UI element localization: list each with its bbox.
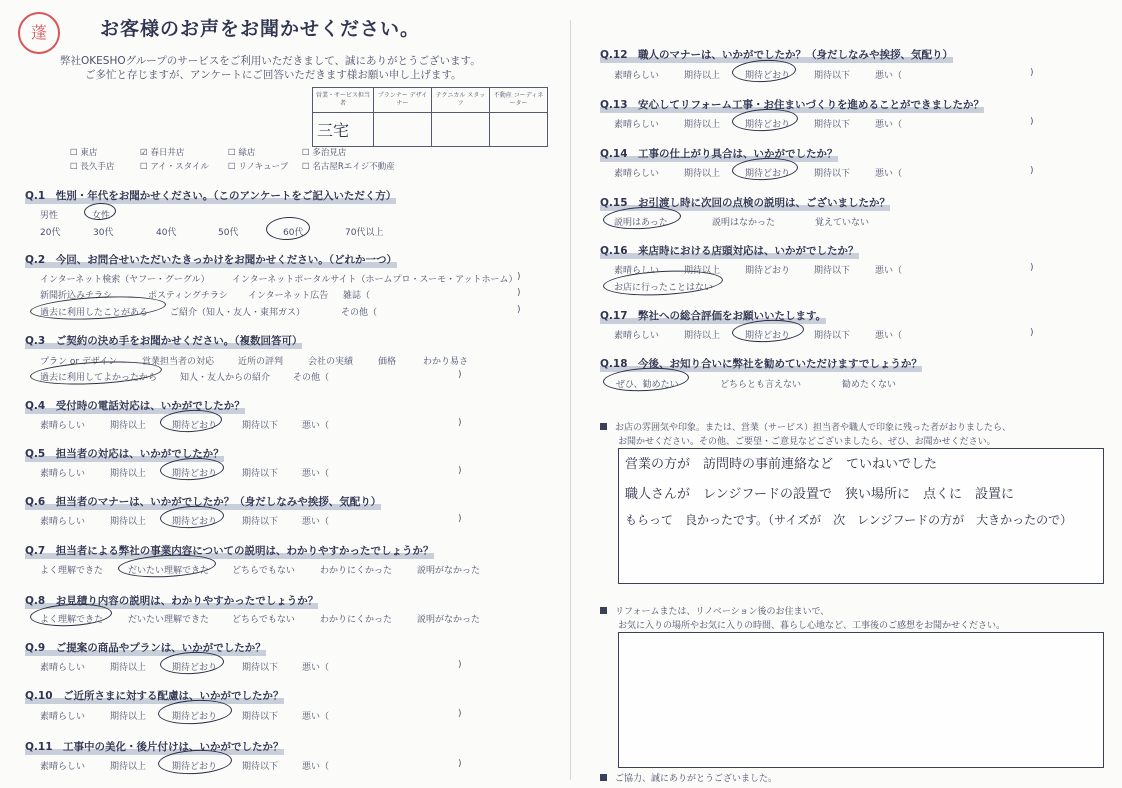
staff-header-sales: 営業・サービス担当者 xyxy=(313,88,374,113)
option[interactable]: 悪い（ xyxy=(875,266,903,276)
option[interactable]: 近所の評判 xyxy=(238,357,284,367)
store-checkbox[interactable]: ☐ 長久手店 xyxy=(70,162,115,172)
option[interactable]: 期待以下 xyxy=(814,169,851,179)
option[interactable]: 説明はなかった xyxy=(712,218,776,228)
option[interactable]: 期待以上 xyxy=(110,421,147,431)
staff-value-technical xyxy=(432,113,490,147)
hanko-seal: 蓬 xyxy=(18,12,60,54)
option[interactable]: 期待以下 xyxy=(242,421,279,431)
option[interactable]: 期待どおり xyxy=(745,169,791,179)
option[interactable]: 過去に利用したことがある xyxy=(40,308,149,318)
question-title: Q.11 工事中の美化・後片付けは、いかがでしたか？ xyxy=(25,741,284,753)
option[interactable]: 60代 xyxy=(283,228,304,238)
option[interactable]: どちらでもない xyxy=(232,615,295,625)
option[interactable]: よく理解できた xyxy=(40,615,104,625)
option[interactable]: 期待どおり xyxy=(172,712,218,722)
option[interactable]: 期待以上 xyxy=(110,712,147,722)
option[interactable]: 説明がなかった xyxy=(417,566,481,576)
option[interactable]: 雑誌（ xyxy=(343,291,371,301)
question-title: Q.13 安心してリフォーム工事・お住まいづくりを進めることができましたか？ xyxy=(600,99,985,111)
option[interactable]: 素晴らしい xyxy=(614,120,660,130)
question-title: Q.9 ご提案の商品やプランは、いかがでしたか？ xyxy=(25,642,266,654)
option[interactable]: わかりにくかった xyxy=(320,615,393,625)
option[interactable]: 期待以下 xyxy=(814,120,851,130)
store-checkbox[interactable]: ☐ 名古屋Rエイジ不動産 xyxy=(302,162,395,172)
question-title: Q.6 担当者のマナーは、いかがでしたか？（身だしなみや挨拶、気配り） xyxy=(25,496,382,508)
question-title: Q.2 今回、お問合せいただいたきっかけをお聞かせください。（どれか一つ） xyxy=(25,254,397,266)
option[interactable]: 期待どおり xyxy=(172,517,218,527)
option[interactable]: どちらでもない xyxy=(232,566,295,576)
option[interactable]: ご紹介（知人・友人・東邦ガス） xyxy=(170,308,306,318)
option[interactable]: 悪い（ xyxy=(302,712,330,722)
thanks-note: ご協力、誠にありがとうございました。 xyxy=(600,771,777,784)
option[interactable]: 期待以下 xyxy=(242,712,279,722)
option[interactable]: 素晴らしい xyxy=(614,331,660,341)
question-title: Q.16 来店時における店頭対応は、いかがでしたか？ xyxy=(600,245,859,257)
store-checkbox[interactable]: ☐ アイ・スタイル xyxy=(140,162,209,172)
option[interactable]: 期待どおり xyxy=(172,421,218,431)
intro-line-2: ご多忙と存じますが、アンケートにご回答いただきます様お願い申し上げます。 xyxy=(85,69,462,81)
option[interactable]: わかりにくかった xyxy=(320,566,393,576)
question-title: Q.7 担当者による弊社の事業内容についての説明は、わかりやすかったでしょうか？ xyxy=(25,545,434,557)
question-title: Q.12 職人のマナーは、いかがでしたか？（身だしなみや挨拶、気配り） xyxy=(600,49,954,61)
option[interactable]: 知人・友人からの紹介 xyxy=(180,373,271,383)
option[interactable]: 期待どおり xyxy=(172,469,218,479)
option[interactable]: 素晴らしい xyxy=(40,469,86,479)
question-title: Q.14 工事の仕上がり具合は、いかがでしたか？ xyxy=(600,148,838,160)
option[interactable]: 20代 xyxy=(40,228,61,238)
option[interactable]: 悪い（ xyxy=(302,517,330,527)
option[interactable]: 素晴らしい xyxy=(614,71,660,81)
comment-box-1[interactable] xyxy=(618,448,1104,584)
question-title: Q.3 ご契約の決め手をお聞かせください。（複数回答可） xyxy=(25,335,303,347)
comment-prompt-2: リフォームまたは、リノベーション後のお住まいで、 xyxy=(600,604,829,617)
answer-circle xyxy=(265,216,310,241)
option[interactable]: 会社の実績 xyxy=(308,357,354,367)
option[interactable]: 価格 xyxy=(378,357,397,367)
option[interactable]: ポスティングチラシ xyxy=(148,291,228,301)
paren: ) xyxy=(458,709,462,719)
option[interactable]: 営業担当者の対応 xyxy=(142,357,215,367)
option[interactable]: 素晴らしい xyxy=(40,517,86,527)
option[interactable]: 30代 xyxy=(93,228,114,238)
option[interactable]: 素晴らしい xyxy=(614,266,660,276)
option[interactable]: 期待以下 xyxy=(814,266,851,276)
option[interactable]: 悪い（ xyxy=(875,169,903,179)
paren: ) xyxy=(1030,263,1034,273)
staff-header-realestate: 不動産 コーディネーター xyxy=(490,88,548,113)
staff-header-technical: テクニカル スタッフ xyxy=(432,88,490,113)
staff-table xyxy=(312,87,548,147)
option[interactable]: だいたい理解できた xyxy=(128,615,210,625)
option[interactable]: 期待以下 xyxy=(242,762,279,772)
paren: ) xyxy=(1030,166,1034,176)
question-title: Q.8 お見積り内容の説明は、わかりやすかったでしょうか？ xyxy=(25,595,319,607)
option[interactable]: 悪い（ xyxy=(302,421,330,431)
paren: ) xyxy=(517,305,521,315)
option[interactable]: 期待どおり xyxy=(745,331,791,341)
option[interactable]: その他（ xyxy=(341,308,378,318)
intro-line-1: 弊社OKESHOグループのサービスをご利用いただきまして、誠にありがとうございます。 xyxy=(60,55,481,67)
paren: ) xyxy=(458,370,462,380)
staff-value-realestate xyxy=(490,113,548,147)
option[interactable]: 説明はあった xyxy=(614,218,668,228)
option[interactable]: 期待以下 xyxy=(814,71,851,81)
handwritten-comment: もらって 良かったです。（サイズが 次 レンジフードの方が 大きかったので） xyxy=(625,513,1073,527)
option[interactable]: 悪い（ xyxy=(875,331,903,341)
option[interactable]: 素晴らしい xyxy=(614,169,660,179)
option[interactable]: 期待以上 xyxy=(684,169,721,179)
option[interactable]: 期待以上 xyxy=(110,469,147,479)
option[interactable]: お店に行ったことはない xyxy=(614,283,714,293)
question-title: Q.4 受付時の電話対応は、いかがでしたか？ xyxy=(25,400,245,412)
option[interactable]: 期待以下 xyxy=(242,469,279,479)
option[interactable]: 期待以上 xyxy=(684,331,721,341)
comment-prompt-1: お店の雰囲気や印象。または、営業（サービス）担当者や職人で印象に残った者がおりましたら、 xyxy=(600,420,1011,433)
option[interactable]: 期待どおり xyxy=(745,120,791,130)
question-title: Q.1 性別・年代をお聞かせください。（このアンケートをご記入いただく方） xyxy=(25,190,397,202)
store-checkbox[interactable]: ☐ 多治見店 xyxy=(302,148,347,158)
column-divider xyxy=(570,20,571,780)
option[interactable]: 男性 xyxy=(40,211,59,221)
paren: ) xyxy=(458,514,462,524)
comment-box-2[interactable] xyxy=(618,632,1104,768)
option[interactable]: インターネット検索（ヤフー・グーグル） xyxy=(40,275,210,285)
option[interactable]: 勧めたくない xyxy=(842,380,897,390)
option[interactable]: 期待以下 xyxy=(242,663,279,673)
handwritten-comment: 職人さんが レンジフードの設置で 狭い場所に 点くに 設置に xyxy=(625,487,1014,502)
paren: ) xyxy=(458,466,462,476)
store-checkbox[interactable]: ☐ 東店 xyxy=(70,148,98,158)
option[interactable]: 過去に利用してよかったから xyxy=(40,373,158,383)
option[interactable]: 期待以上 xyxy=(110,663,147,673)
option[interactable]: 期待どおり xyxy=(745,266,791,276)
option[interactable]: ぜひ、勧めたい xyxy=(616,380,679,390)
answer-circle xyxy=(84,202,117,221)
option[interactable]: 期待以上 xyxy=(684,71,721,81)
option[interactable]: 素晴らしい xyxy=(40,421,86,431)
option[interactable]: 悪い（ xyxy=(302,762,330,772)
comment-prompt-1b: お聞かせください。その他、ご要望・ご意見などございましたら、ぜひ、お聞かせください。 xyxy=(618,437,996,447)
option[interactable]: インターネットポータルサイト（ホームプロ・スーモ・アットホーム） xyxy=(232,275,518,285)
option[interactable]: 女性 xyxy=(92,211,111,221)
option[interactable]: だいたい理解できた xyxy=(128,566,210,576)
question-title: Q.18 今後、お知り合いに弊社を勧めていただけますでしょうか？ xyxy=(600,358,922,370)
option[interactable]: その他（ xyxy=(293,373,330,383)
store-checkbox[interactable]: ☑ 春日井店 xyxy=(140,148,185,158)
option[interactable]: 覚えていない xyxy=(815,218,870,228)
option[interactable]: 期待以上 xyxy=(684,266,721,276)
question-title: Q.10 ご近所さまに対する配慮は、いかがでしたか？ xyxy=(25,690,284,702)
paren: ) xyxy=(1030,117,1034,127)
paren: ) xyxy=(517,288,521,298)
option[interactable]: 悪い（ xyxy=(875,120,903,130)
staff-header-planner: プランナー デザイナー xyxy=(374,88,432,113)
paren: ) xyxy=(458,759,462,769)
option[interactable]: わかり易さ xyxy=(423,357,469,367)
option[interactable]: 期待どおり xyxy=(745,71,791,81)
option[interactable]: プラン or デザイン xyxy=(40,357,118,367)
staff-value-planner xyxy=(374,113,432,147)
option[interactable]: インターネット広告 xyxy=(248,291,329,301)
page-title: お客様のお声をお聞かせください。 xyxy=(100,18,421,40)
option[interactable]: 素晴らしい xyxy=(40,663,86,673)
question-title: Q.17 弊社への総合評価をお願いいたします。 xyxy=(600,310,827,322)
option[interactable]: 悪い（ xyxy=(302,469,330,479)
store-checkbox[interactable]: ☐ リノキューブ xyxy=(228,162,289,172)
option[interactable]: 期待以上 xyxy=(684,120,721,130)
question-title: Q.15 お引渡し時に次回の点検の説明は、ございましたか？ xyxy=(600,197,891,209)
question-title: Q.5 担当者の対応は、いかがでしたか？ xyxy=(25,448,224,460)
option[interactable]: 素晴らしい xyxy=(40,762,86,772)
paren: ) xyxy=(1030,68,1034,78)
option[interactable]: よく理解できた xyxy=(40,566,104,576)
option[interactable]: 期待どおり xyxy=(172,663,218,673)
option[interactable]: どちらとも言えない xyxy=(720,380,802,390)
comment-prompt-2b: お気に入りの場所やお気に入りの時間、暮らし心地など、工事後のご感想をお聞かせください。 xyxy=(618,621,1006,631)
option[interactable]: 70代以上 xyxy=(345,228,384,238)
paren: ) xyxy=(517,272,521,282)
option[interactable]: 新聞折込みチラシ xyxy=(40,291,113,301)
option[interactable]: 素晴らしい xyxy=(40,712,86,722)
option[interactable]: 説明がなかった xyxy=(417,615,481,625)
option[interactable]: 期待以下 xyxy=(814,331,851,341)
handwritten-comment: 営業の方が 訪問時の事前連絡など ていねいでした xyxy=(625,457,938,472)
paren: ) xyxy=(458,418,462,428)
store-checkbox[interactable]: ☐ 緑店 xyxy=(228,148,256,158)
option[interactable]: 期待以上 xyxy=(110,517,147,527)
paren: ) xyxy=(1030,328,1034,338)
option[interactable]: 40代 xyxy=(156,228,177,238)
staff-value-sales: 三宅 xyxy=(313,113,374,147)
option[interactable]: 50代 xyxy=(218,228,239,238)
option[interactable]: 悪い（ xyxy=(875,71,903,81)
option[interactable]: 期待以下 xyxy=(242,517,279,527)
option[interactable]: 期待どおり xyxy=(172,762,218,772)
option[interactable]: 期待以上 xyxy=(110,762,147,772)
paren: ) xyxy=(458,660,462,670)
option[interactable]: 悪い（ xyxy=(302,663,330,673)
